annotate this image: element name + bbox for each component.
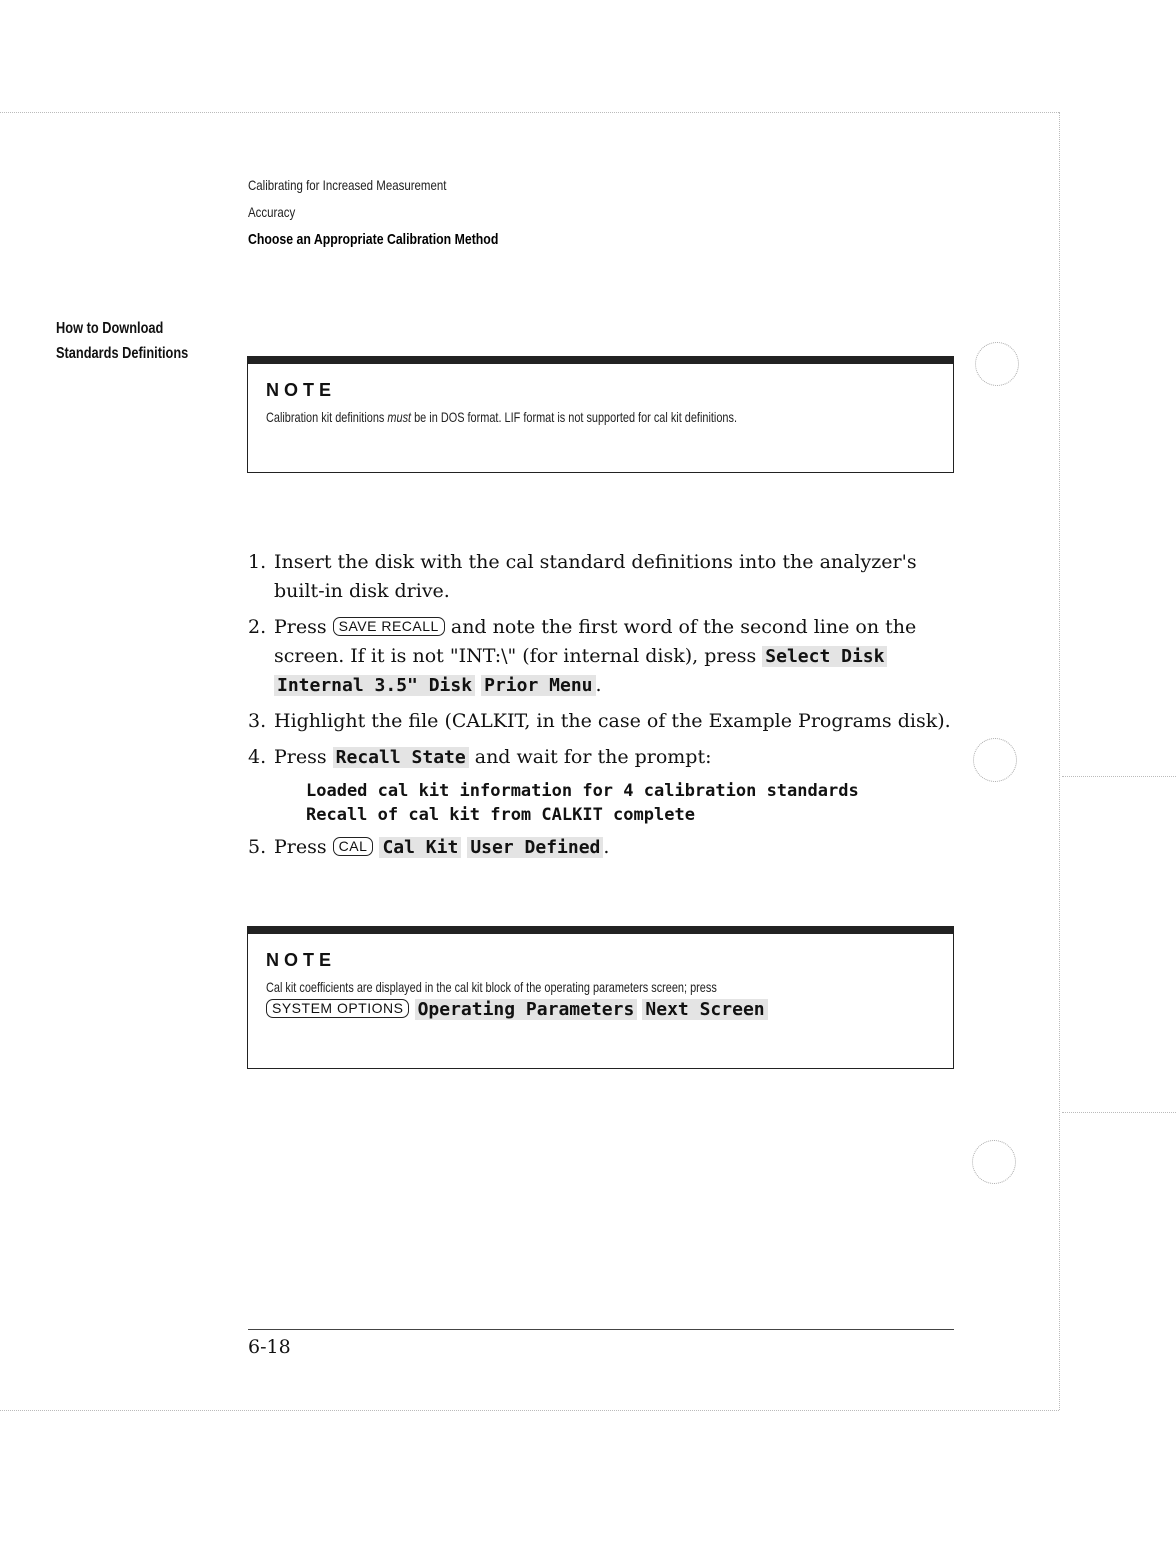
user-defined-softkey[interactable]: User Defined (467, 837, 603, 858)
cal-kit-softkey[interactable]: Cal Kit (379, 837, 461, 858)
side-heading-line-1: How to Download (56, 320, 164, 337)
step-2-text: and note the first word of the second line on the screen. If it is not "INT:\" (for internal disk), press (274, 616, 917, 667)
save-recall-key[interactable]: SAVE RECALL (333, 617, 445, 636)
note-keys (266, 999, 935, 1020)
step-2 (248, 613, 968, 700)
footer-rule (248, 1329, 954, 1330)
step-number: 3. (248, 710, 267, 732)
note-title: NOTE (266, 950, 337, 970)
side-heading-line-2: Standards Definitions (56, 345, 189, 362)
recall-state-softkey[interactable]: Recall State (333, 747, 469, 768)
press-text: Press (274, 616, 333, 638)
step-4 (248, 743, 968, 772)
header-line-1: Calibrating for Increased Measurement (248, 177, 447, 193)
step-text: Insert the disk with the cal standard definitions into the analyzer's built-in disk drive. (274, 551, 917, 602)
note-box-1 (247, 356, 954, 473)
prompt-line-1: Loaded cal kit information for 4 calibration standards (306, 781, 859, 801)
period: . (595, 674, 602, 696)
bottom-scan-line (0, 1410, 1059, 1411)
step-3 (248, 707, 968, 736)
page-edge-line (1059, 112, 1060, 1410)
top-scan-line (0, 112, 1059, 113)
step-number: 4. (248, 746, 267, 768)
operating-parameters-softkey[interactable]: Operating Parameters (415, 999, 638, 1020)
step-1 (248, 548, 968, 606)
binder-hole (975, 342, 1019, 386)
period: . (603, 836, 610, 858)
note-text-post: be in DOS format. LIF format is not supported for cal kit definitions. (411, 409, 737, 425)
note-text: Cal kit coefficients are displayed in the cal kit block of the operating parameters screen; press (266, 979, 717, 995)
procedure-steps (248, 548, 968, 869)
prompt-line-2: Recall of cal kit from CALKIT complete (306, 805, 695, 825)
step-5 (248, 833, 968, 862)
step-4-text: and wait for the prompt: (468, 746, 712, 768)
note-text-pre: Calibration kit definitions (266, 409, 388, 425)
step-text: Highlight the file (CALKIT, in the case of the Example Programs disk). (274, 710, 951, 732)
side-heading (56, 316, 188, 366)
step-number: 5. (248, 836, 267, 858)
select-disk-softkey[interactable]: Select Disk (762, 646, 887, 667)
step-number: 1. (248, 551, 267, 573)
step-text (274, 743, 968, 772)
step-text (274, 613, 968, 700)
note-box-2 (247, 926, 954, 1069)
note-text-emphasis: must (387, 409, 412, 425)
system-options-key[interactable]: SYSTEM OPTIONS (266, 999, 409, 1018)
press-text: Press (274, 836, 333, 858)
right-scan-line-2 (1062, 1112, 1176, 1113)
note-title: NOTE (266, 380, 337, 400)
section-title: Choose an Appropriate Calibration Method (248, 231, 499, 248)
next-screen-softkey[interactable]: Next Screen (642, 999, 767, 1020)
prompt-output (306, 779, 968, 827)
page-number: 6-18 (248, 1336, 291, 1358)
note-text (266, 409, 788, 425)
prior-menu-softkey[interactable]: Prior Menu (481, 675, 595, 696)
step-number: 2. (248, 616, 267, 638)
right-scan-line (1062, 776, 1176, 777)
binder-hole (973, 738, 1017, 782)
binder-hole (972, 1140, 1016, 1184)
cal-key[interactable]: CAL (333, 837, 374, 856)
header-line-2: Accuracy (248, 204, 296, 220)
running-header (248, 172, 498, 253)
internal-disk-softkey[interactable]: Internal 3.5" Disk (274, 675, 475, 696)
step-text (274, 833, 968, 862)
press-text: Press (274, 746, 333, 768)
